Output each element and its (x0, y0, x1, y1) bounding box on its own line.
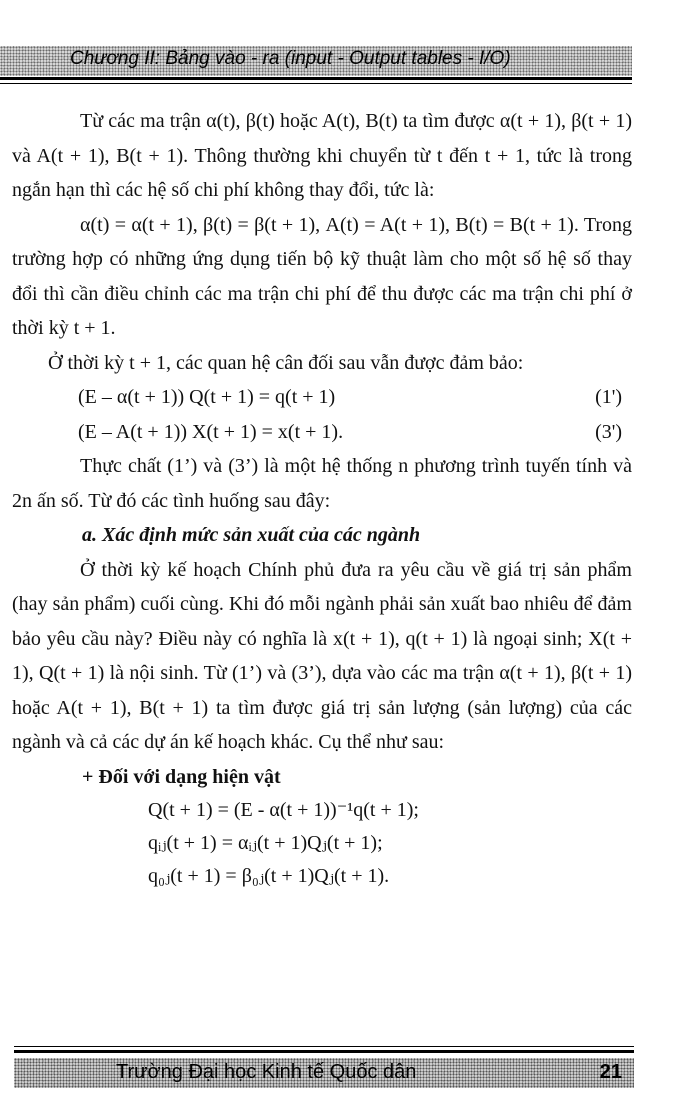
paragraph-2: α(t) = α(t + 1), β(t) = β(t + 1), A(t) = A(t + 1), B(t) = B(t + 1). Trong trường hợp có những ứng dụng tiến bộ kỹ thuật làm cho một số hệ số thay đổi thì cần điều chỉnh các ma trận chi phí để thu được các ma trận chi phí ở thời kỳ t + 1. (12, 213, 632, 339)
equation-1 (12, 380, 632, 415)
formula-2: qᵢⱼ(t + 1) = αᵢⱼ(t + 1)Qⱼ(t + 1); (148, 832, 383, 854)
equation-3-formula: (E – A(t + 1)) X(t + 1) = x(t + 1). (78, 420, 344, 443)
equation-1-formula: (E – α(t + 1)) Q(t + 1) = q(t + 1) (78, 386, 336, 408)
page-body (12, 104, 632, 893)
equation-3-label: (3') (595, 420, 622, 443)
footer-rule (14, 1050, 634, 1053)
equation-3 (12, 415, 632, 450)
paragraph-1: Từ các ma trận α(t), β(t) hoặc A(t), B(t) ta tìm được α(t + 1), β(t + 1) và A(t + 1), B(t + 1). Thông thường khi chuyển từ t đến t + 1, tức là trong ngắn hạn thì các hệ số chi phí không thay đổi, tức là: (12, 110, 632, 201)
header-band (0, 46, 632, 76)
paragraph-5: Ở thời kỳ kế hoạch Chính phủ đưa ra yêu cầu về giá trị sản phẩm (hay sản phẩm) cuối cùng. Khi đó mỗi ngành phải sản xuất bao nhiêu để đảm bảo yêu cầu này? Điều này có nghĩa là x(t + 1), q(t + 1) là ngoại sinh; X(t + 1), Q(t + 1) là nội sinh. Từ (1’) và (3’), dựa vào các ma trận α(t + 1), β(t + 1) hoặc A(t + 1), B(t + 1) ta tìm được giá trị sản lượng (sản lượng) của các ngành và cả các dự án kế hoạch khác. Cụ thể như sau: (12, 558, 632, 753)
paragraph-4: Thực chất (1’) và (3’) là một hệ thống n phương trình tuyến tính và 2n ấn số. Từ đó các tình huống sau đây: (12, 455, 632, 512)
paragraph-3: Ở thời kỳ t + 1, các quan hệ cân đối sau vẫn được đảm bảo: (48, 351, 524, 374)
footer-rule-thin (14, 1046, 634, 1047)
subheading-physical-form: + Đối với dạng hiện vật (82, 765, 281, 788)
header-rule-thin (0, 83, 632, 84)
footer-band (14, 1058, 634, 1088)
formula-1: Q(t + 1) = (E - α(t + 1))⁻¹q(t + 1); (148, 799, 419, 821)
page-number: 21 (599, 1061, 622, 1083)
header-rule (0, 77, 632, 80)
chapter-title: Chương II: Bảng vào - ra (input - Output tables - I/O) (70, 48, 511, 69)
equation-1-label: (1') (595, 386, 622, 408)
section-heading-a: a. Xác định mức sản xuất của các ngành (82, 524, 421, 546)
institution-name: Trường Đại học Kinh tế Quốc dân (116, 1061, 417, 1083)
formula-3: q₀ⱼ(t + 1) = β₀ⱼ(t + 1)Qⱼ(t + 1). (148, 865, 390, 887)
